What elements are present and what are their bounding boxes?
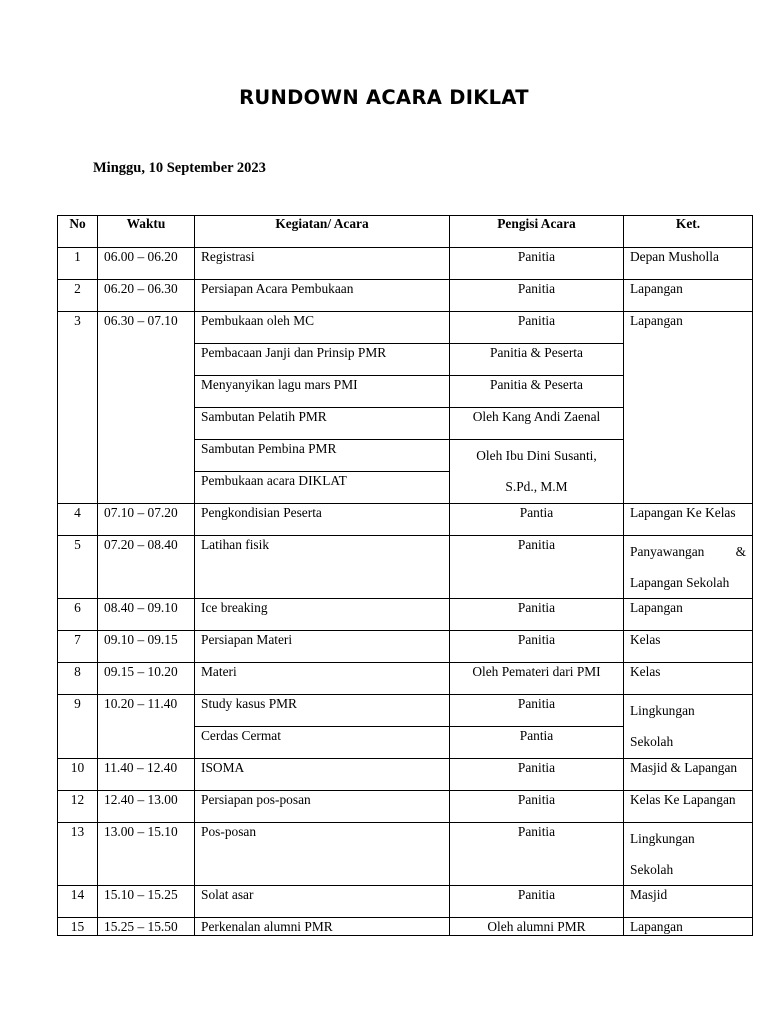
header-no: No [58,216,98,248]
table-header-row [58,216,753,248]
cell-no: 15 [58,918,98,936]
cell-pengisi: Pantia [450,727,624,759]
cell-no: 14 [58,886,98,918]
table-row [58,663,753,695]
cell-ket: Depan Musholla [624,248,753,280]
cell-ket: Lapangan [624,599,753,631]
ket-line: Lingkungan [630,703,695,718]
cell-pengisi: Panitia [450,248,624,280]
table-row [58,536,753,599]
cell-no: 1 [58,248,98,280]
cell-waktu: 06.20 – 06.30 [98,280,195,312]
cell-waktu: 09.15 – 10.20 [98,663,195,695]
cell-kegiatan: Latihan fisik [195,536,450,599]
cell-pengisi: Panitia [450,759,624,791]
cell-pengisi: Pantia [450,504,624,536]
cell-ket: Lapangan [624,280,753,312]
cell-no: 7 [58,631,98,663]
cell-kegiatan: Registrasi [195,248,450,280]
table-row [58,631,753,663]
cell-waktu: 07.10 – 07.20 [98,504,195,536]
cell-ket: Masjid & Lapangan [624,759,753,791]
table-row [58,918,753,936]
cell-pengisi [450,440,624,504]
cell-kegiatan: Materi [195,663,450,695]
cell-no: 8 [58,663,98,695]
table-row [58,248,753,280]
cell-ket: Kelas [624,631,753,663]
cell-kegiatan: Pembukaan acara DIKLAT [195,472,450,504]
cell-ket: Lapangan Ke Kelas [624,504,753,536]
cell-pengisi: Panitia [450,312,624,344]
header-pengisi: Pengisi Acara [450,216,624,248]
cell-ket: Masjid [624,886,753,918]
cell-waktu: 08.40 – 09.10 [98,599,195,631]
cell-pengisi: Panitia [450,631,624,663]
cell-no: 3 [58,312,98,504]
cell-pengisi: Panitia [450,599,624,631]
table-row [58,759,753,791]
cell-pengisi: Panitia & Peserta [450,376,624,408]
table-row [58,599,753,631]
cell-waktu: 06.30 – 07.10 [98,312,195,504]
cell-waktu: 10.20 – 11.40 [98,695,195,759]
cell-ket [624,695,753,759]
cell-kegiatan: Sambutan Pembina PMR [195,440,450,472]
table-row [58,695,753,727]
pengisi-line: S.Pd., M.M [505,479,568,494]
cell-waktu: 15.10 – 15.25 [98,886,195,918]
cell-kegiatan: Pengkondisian Peserta [195,504,450,536]
event-date: Minggu, 10 September 2023 [93,160,266,176]
cell-ket: Lapangan [624,918,753,936]
cell-ket [624,536,753,599]
table-row [58,312,753,344]
cell-kegiatan: Persiapan Materi [195,631,450,663]
table-row [58,280,753,312]
header-kegiatan: Kegiatan/ Acara [195,216,450,248]
cell-pengisi: Oleh alumni PMR [450,918,624,936]
ket-line: Lingkungan [630,831,695,846]
table-row [58,886,753,918]
cell-kegiatan: Persiapan Acara Pembukaan [195,280,450,312]
cell-pengisi: Panitia [450,280,624,312]
cell-ket: Lapangan [624,312,753,504]
document-title: RUNDOWN ACARA DIKLAT [239,86,529,109]
cell-no: 2 [58,280,98,312]
cell-pengisi: Panitia [450,823,624,886]
cell-ket [624,823,753,886]
cell-ket: Kelas Ke Lapangan [624,791,753,823]
pengisi-line: Oleh Ibu Dini Susanti, [476,448,597,463]
cell-waktu: 13.00 – 15.10 [98,823,195,886]
cell-no: 4 [58,504,98,536]
cell-no: 13 [58,823,98,886]
cell-kegiatan: Pembacaan Janji dan Prinsip PMR [195,344,450,376]
cell-kegiatan: Sambutan Pelatih PMR [195,408,450,440]
header-ket: Ket. [624,216,753,248]
cell-kegiatan: Solat asar [195,886,450,918]
cell-kegiatan: Persiapan pos-posan [195,791,450,823]
cell-no: 5 [58,536,98,599]
cell-no: 10 [58,759,98,791]
cell-no: 12 [58,791,98,823]
cell-no: 9 [58,695,98,759]
cell-kegiatan: Perkenalan alumni PMR [195,918,450,936]
cell-waktu: 09.10 – 09.15 [98,631,195,663]
table-row [58,791,753,823]
cell-pengisi: Panitia [450,886,624,918]
cell-pengisi: Oleh Kang Andi Zaenal [450,408,624,440]
table-row [58,504,753,536]
cell-kegiatan: Study kasus PMR [195,695,450,727]
cell-pengisi: Panitia [450,695,624,727]
cell-kegiatan: ISOMA [195,759,450,791]
cell-pengisi: Panitia [450,536,624,599]
cell-no: 6 [58,599,98,631]
cell-kegiatan: Ice breaking [195,599,450,631]
ket-line: Sekolah [630,734,674,749]
cell-ket: Kelas [624,663,753,695]
cell-pengisi: Oleh Pemateri dari PMI [450,663,624,695]
cell-waktu: 15.25 – 15.50 [98,918,195,936]
ket-line: Panyawangan & [630,544,746,559]
ket-line: Sekolah [630,862,674,877]
table-row [58,823,753,886]
cell-waktu: 07.20 – 08.40 [98,536,195,599]
header-waktu: Waktu [98,216,195,248]
cell-waktu: 11.40 – 12.40 [98,759,195,791]
cell-pengisi: Panitia [450,791,624,823]
rundown-table [57,215,753,936]
cell-kegiatan: Menyanyikan lagu mars PMI [195,376,450,408]
cell-waktu: 06.00 – 06.20 [98,248,195,280]
cell-pengisi: Panitia & Peserta [450,344,624,376]
cell-kegiatan: Cerdas Cermat [195,727,450,759]
cell-kegiatan: Pembukaan oleh MC [195,312,450,344]
cell-waktu: 12.40 – 13.00 [98,791,195,823]
ket-line: Lapangan Sekolah [630,575,730,590]
cell-kegiatan: Pos-posan [195,823,450,886]
